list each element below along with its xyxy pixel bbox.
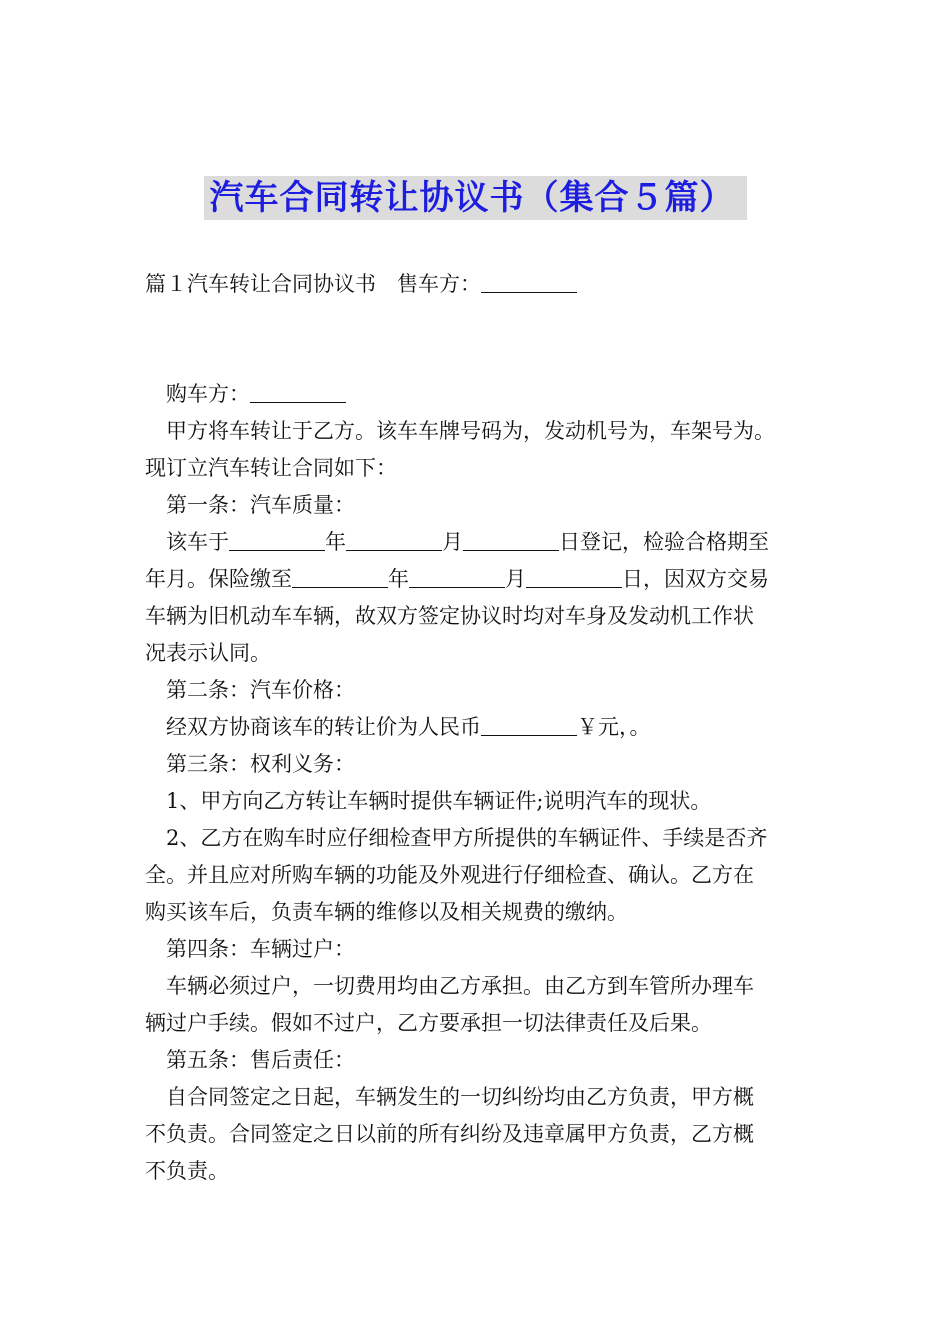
article3-item-2-line-3: 购买该车后，负责车辆的维修以及相关规费的缴纳。 — [145, 900, 628, 924]
article3-item-2-line-2: 全。并且应对所购车辆的功能及外观进行仔细检查、确认。乙方在 — [145, 863, 754, 887]
article5-line-2: 不负责。合同签定之日以前的所有纠纷及违章属甲方负责，乙方概 — [145, 1122, 754, 1146]
article2-text: ￥元，。 — [577, 715, 651, 739]
buyer-line — [145, 376, 815, 413]
article1-text: 月 — [505, 567, 526, 591]
article5-title: 第五条：售后责任： — [166, 1048, 355, 1072]
article3-item-1: 1、甲方向乙方转让车辆时提供车辆证件;说明汽车的现状。 — [166, 789, 712, 813]
month-blank — [409, 567, 505, 588]
price-blank — [481, 715, 577, 736]
year-blank — [292, 567, 388, 588]
article1-text: 日，因双方交易 — [622, 567, 769, 591]
month-blank — [346, 530, 442, 551]
seller-label: 售车方： — [397, 272, 481, 296]
title-container — [0, 176, 950, 220]
buyer-blank — [250, 382, 346, 403]
article3-title: 第三条：权利义务： — [166, 752, 355, 776]
article1-text: 月 — [442, 530, 463, 554]
article1-line-3: 车辆为旧机动车车辆，故双方签定协议时均对车身及发动机工作状 — [145, 604, 754, 628]
article1-line-2 — [145, 561, 815, 598]
seller-blank — [481, 272, 577, 293]
article2-title: 第二条：汽车价格： — [166, 678, 355, 702]
article4-line-1: 车辆必须过户，一切费用均由乙方承担。由乙方到车管所办理车 — [166, 974, 754, 998]
header-line — [145, 266, 815, 303]
article3-item-2-line-1: 2、乙方在购车时应仔细检查甲方所提供的车辆证件、手续是否齐 — [166, 826, 768, 850]
article5-line-1: 自合同签定之日起，车辆发生的一切纠纷均由乙方负责，甲方概 — [166, 1085, 754, 1109]
article4-line-2: 辆过户手续。假如不过户，乙方要承担一切法律责任及后果。 — [145, 1011, 712, 1035]
article1-text: 年 — [388, 567, 409, 591]
article2-line — [145, 709, 815, 746]
article1-text: 年 — [325, 530, 346, 554]
article1-title: 第一条：汽车质量： — [166, 493, 355, 517]
article1-text: 年月。保险缴至 — [145, 567, 292, 591]
year-blank — [229, 530, 325, 551]
article1-line-4: 况表示认同。 — [145, 641, 271, 665]
intro-line-1: 甲方将车转让于乙方。该车车牌号码为，发动机号为，车架号为。 — [166, 419, 775, 443]
day-blank — [463, 530, 559, 551]
day-blank — [526, 567, 622, 588]
article1-line-1 — [145, 524, 815, 561]
article4-title: 第四条：车辆过户： — [166, 937, 355, 961]
header-section — [145, 266, 815, 303]
article2-text: 经双方协商该车的转让价为人民币 — [166, 715, 481, 739]
document-title: 汽车合同转让协议书（集合５篇） — [204, 176, 747, 220]
buyer-label: 购车方： — [166, 382, 250, 406]
article5-line-3: 不负责。 — [145, 1159, 229, 1183]
article1-text: 该车于 — [166, 530, 229, 554]
contract-body — [145, 376, 815, 1190]
header-prefix: 篇１汽车转让合同协议书 — [145, 272, 376, 296]
intro-line-2: 现订立汽车转让合同如下： — [145, 456, 397, 480]
article1-text: 日登记，检验合格期至 — [559, 530, 769, 554]
